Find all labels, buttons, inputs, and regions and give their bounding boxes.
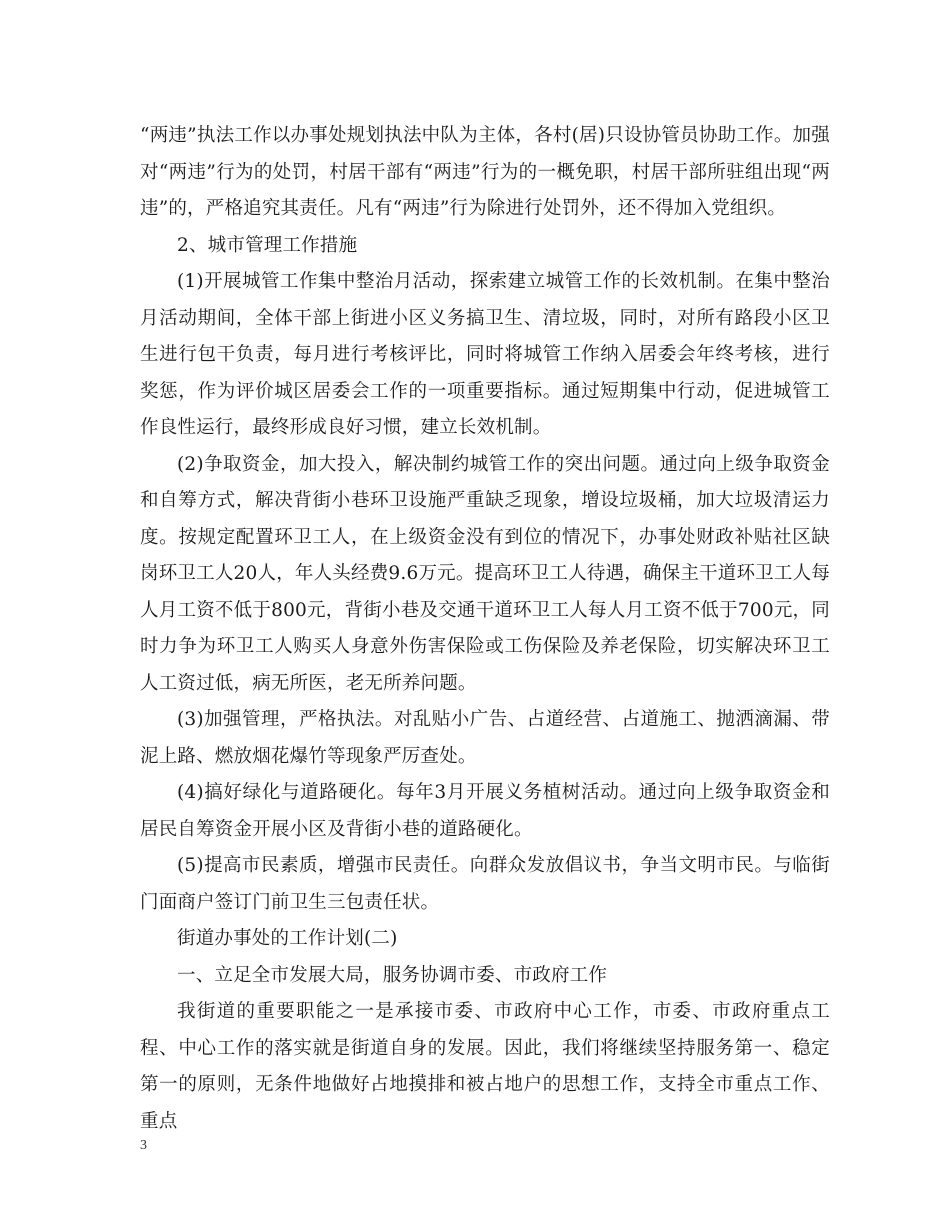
section-title-work-plan-2: 街道办事处的工作计划(二) [177,928,398,949]
paragraph-part-1-body: 我街道的重要职能之一是承接市委、市政府中心工作，市委、市政府重点工程、中心工作的落实就是街道自身的发展。因此，我们将继续坚持服务第一、稳定第一的原则，无条件地做好占地摸排和被占地户的思想工作，支持全市重点工作、重点 [140,1001,830,1132]
paragraph-two-violations: “两违”执法工作以办事处规划执法中队为主体，各村(居)只设协管员协助工作。加强对“两违”行为的处罚，村居干部有“两违”行为的一概免职，村居干部所驻组出现“两违”的，严格追究其责任。凡有“两违”行为除进行处罚外，还不得加入党组织。 [140,125,830,219]
document-body [140,118,830,1140]
paragraph-measure-4: (4)搞好绿化与道路硬化。每年3月开展义务植树活动。通过向上级争取资金和居民自筹资金开展小区及背街小巷的道路硬化。 [140,782,830,840]
section-heading-part-1: 一、立足全市发展大局，服务协调市委、市政府工作 [177,964,608,986]
paragraph-measure-1: (1)开展城管工作集中整治月活动，探索建立城管工作的长效机制。在集中整治月活动期间，全体干部上街进小区义务搞卫生、清垃圾，同时，对所有路段小区卫生进行包干负责，每月进行考核评比，同时将城管工作纳入居委会年终考核，进行奖惩，作为评价城区居委会工作的一项重要指标。通过短期集中行动，促进城管工作良性运行，最终形成良好习惯，建立长效机制。 [140,271,830,438]
paragraph-measure-3: (3)加强管理，严格执法。对乱贴小广告、占道经营、占道施工、抛洒滴漏、带泥上路、燃放烟花爆竹等现象严厉查处。 [140,709,830,767]
paragraph-measure-2: (2)争取资金，加大投入，解决制约城管工作的突出问题。通过向上级争取资金和自筹方式，解决背街小巷环卫设施严重缺乏现象，增设垃圾桶，加大垃圾清运力度。按规定配置环卫工人，在上级资金没有到位的情况下，办事处财政补贴社区缺岗环卫工人20人，年人头经费9.6万元。提高环卫工人待遇，确保主干道环卫工人每人月工资不低于800元，背街小巷及交通干道环卫工人每人月工资不低于700元，同时力争为环卫工人购买人身意外伤害保险或工伤保险及养老保险，切实解决环卫工人工资过低，病无所医，老无所养问题。 [140,453,830,694]
section-heading-city-management: 2、城市管理工作措施 [177,234,358,256]
page-number: 3 [140,1138,147,1153]
paragraph-measure-5: (5)提高市民素质，增强市民责任。向群众发放倡议书，争当文明市民。与临街门面商户签订门前卫生三包责任状。 [140,855,830,913]
